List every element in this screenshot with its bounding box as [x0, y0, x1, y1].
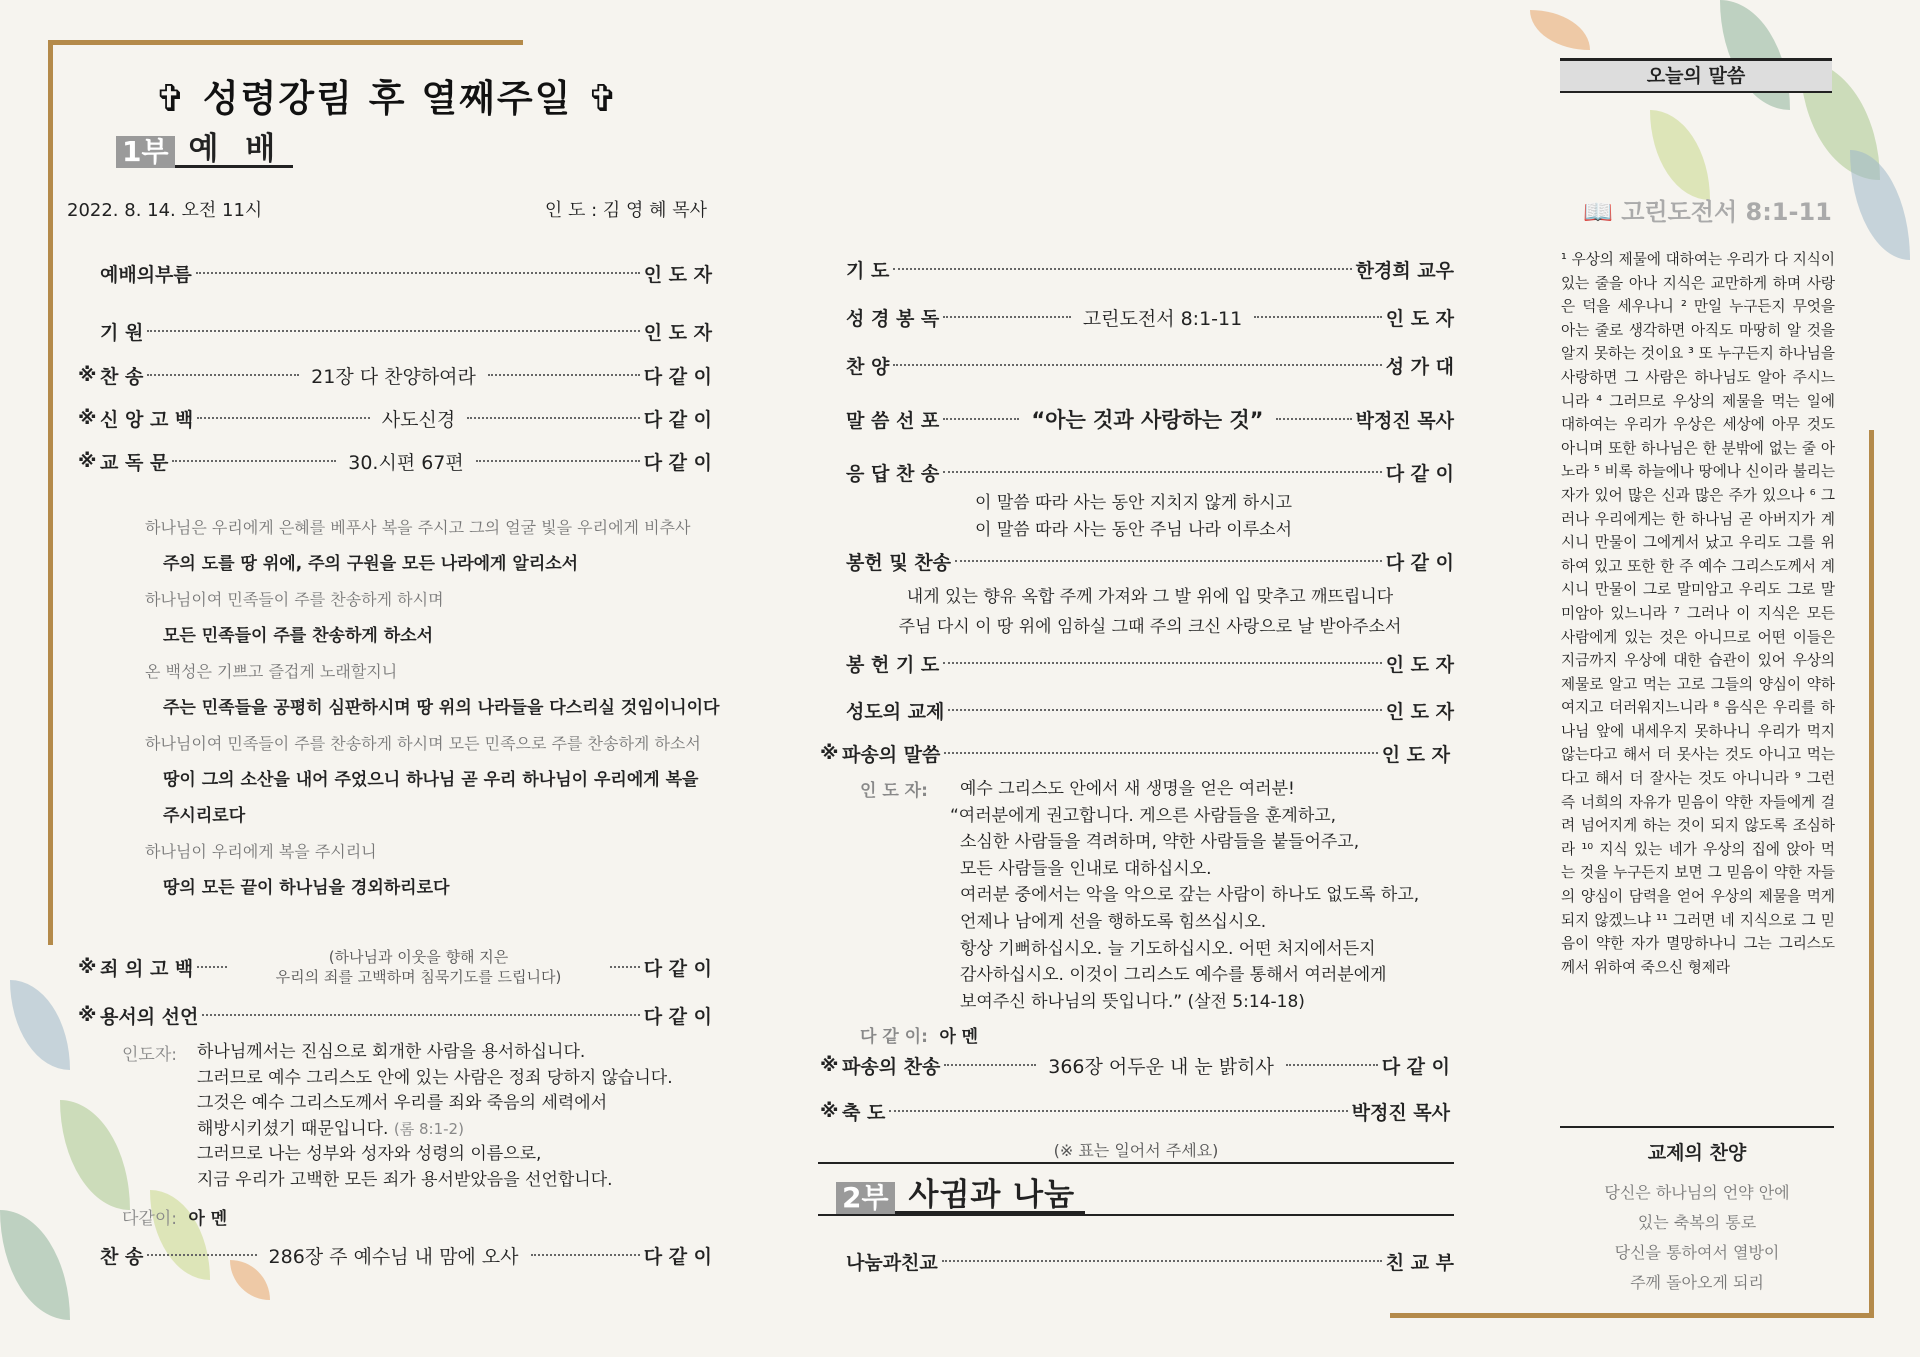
reading-line-people: 주의 도를 땅 위에, 주의 구원을 모든 나라에게 알리소서 — [163, 554, 579, 574]
stand-mark: ※ — [820, 742, 839, 764]
leader-dots — [476, 460, 640, 462]
order-person: 다 같 이 — [643, 451, 712, 474]
order-label: 용서의 선언 — [100, 1005, 199, 1028]
leader-dots — [943, 316, 1071, 318]
order-row — [820, 1052, 1450, 1078]
absolution-line: 그러므로 예수 그리스도 안에 있는 사람은 정죄 당하지 않습니다. — [197, 1067, 673, 1088]
sending-line: 여러분 중에서는 악을 악으로 갚는 사람이 하나도 없도록 하고, — [960, 885, 1420, 906]
part2-heading — [836, 1177, 1085, 1214]
order-row — [824, 459, 1454, 485]
order-person: 다 같 이 — [643, 957, 712, 980]
leader-dots — [1286, 1064, 1378, 1066]
lyric-line: 주께 돌아오게 되리 — [1630, 1273, 1764, 1292]
order-row — [78, 405, 712, 431]
leader-dots — [197, 966, 227, 968]
page-title: ✞ 성령강림 후 열째주일 ✞ — [155, 77, 621, 120]
stand-mark: ※ — [820, 1100, 839, 1122]
order-label: 교 독 문 — [100, 451, 169, 474]
responsive-reading — [145, 510, 725, 906]
absolution-line: 그러므로 나는 성부와 성자와 성령의 이름으로, — [197, 1144, 542, 1164]
offering-hymn-lyrics — [870, 582, 1430, 642]
response-speaker: 다 같 이: — [860, 1027, 928, 1047]
frame-left-border — [48, 40, 53, 945]
order-row-confession — [78, 947, 712, 987]
leaf-decoration-top-right — [1500, 0, 1920, 280]
fellowship-hymn-title: 교제의 찬양 — [1560, 1126, 1834, 1165]
sending-line: 보여주신 하나님의 뜻입니다.” (살전 5:14-18) — [960, 991, 1305, 1012]
absolution-line — [197, 1117, 673, 1143]
reading-line-people: 땅의 모든 끝이 하나님을 경외하리로다 — [163, 878, 450, 898]
order-row — [78, 362, 712, 388]
reading-line-leader: 하나님은 우리에게 은혜를 베푸사 복을 주시고 그의 얼굴 빛을 우리에게 비추사 — [145, 518, 691, 537]
order-label: 나눔과친교 — [846, 1251, 938, 1274]
stand-mark: ※ — [78, 450, 97, 472]
order-person: 박정진 목사 — [1355, 409, 1454, 432]
leader-dots — [147, 1254, 256, 1256]
absolution-response — [122, 1204, 227, 1229]
reading-line-leader: 온 백성은 기쁘고 즐겁게 노래할지니 — [145, 662, 398, 681]
frame-top-border — [48, 40, 523, 45]
leader-dots — [893, 364, 1381, 366]
order-person: 인 도 자 — [1385, 653, 1454, 676]
reading-line-people: 주시리로다 — [163, 806, 246, 826]
reading-line-people: 땅이 그의 소산을 내어 주었으니 하나님 곧 우리 하나님이 우리에게 복을 — [163, 770, 699, 790]
lyric-line: 당신은 하나님의 언약 안에 — [1604, 1183, 1790, 1202]
order-person: 성 가 대 — [1385, 355, 1454, 378]
leader-dots — [196, 272, 640, 274]
order-row — [824, 650, 1454, 676]
absolution-speaker: 인도자: — [122, 1045, 177, 1065]
order-detail: 30.시편 67편 — [348, 451, 464, 474]
part2-number: 2부 — [836, 1182, 895, 1214]
lyric-line: 있는 축복의 통로 — [1637, 1213, 1757, 1232]
sending-text — [950, 776, 1420, 1015]
scripture-text: ¹ 우상의 제물에 대하여는 우리가 다 지식이 있는 줄을 아나 지식은 교만하게 하며 사랑은 덕을 세우나니 ² 만일 누구든지 무엇을 아는 줄로 생각하면 아직도 마땅히 알 것을 알지 못하는 것이요 ³ 또 누구든지 하나님을 사랑하면 그 사람은 하나님도 알아 주시느니라 ⁴ 그러므로 우상의 제물을 먹는 일에 대하여는 우리가 우상은 세상에 아무 것도 아니며 또한 하나님은 한 분밖에 없는 줄 아노라 ⁵ 비록 하늘에나 땅에나 신이라 불리는 자가 있어 많은 신과 많은 주가 있으나 ⁶ 그러나 우리에게는 한 하나님 곧 아버지가 계시니 만물이 그에게서 났고 우리도 그를 위하여 있고 또한 한 주 예수 그리스도께서 계시니 만물이 그로 말미암고 우리도 그로 말미암아 있느니라 ⁷ 그러나 이 지식은 모든 사람에게 있는 것은 아니므로 어떤 이들은 지금까지 우상에 대한 습관이 있어 우상의 제물로 알고 먹는 고로 그들의 양심이 약하여지고 더러워지느니라 ⁸ 음식은 우리를 하나님 앞에 내세우지 못하나니 우리가 먹지 않는다고 해서 더 못사는 것도 아니고 먹는다고 해서 더 잘사는 것도 아니니라 ⁹ 그런즉 너희의 자유가 믿음이 약한 자들에게 걸려 넘어지게 하는 것이 되지 않도록 조심하라 ¹⁰ 지식 있는 네가 우상의 집에 앉아 먹는 것을 누구든지 보면 그 믿음이 약한 자들의 양심이 담력을 얻어 우상의 제물을 먹게 되지 않겠느냐 ¹¹ 그러면 네 지식으로 그 믿음이 약한 자가 멸망하나니 그는 그리스도께서 위하여 죽으신 형제라 — [1561, 251, 1835, 976]
order-label: 응 답 찬 송 — [846, 462, 940, 485]
leader-dots — [948, 709, 1381, 711]
order-label: 찬 양 — [846, 355, 890, 378]
part1-name: 예 배 — [175, 133, 294, 168]
order-person: 인 도 자 — [643, 321, 712, 344]
order-label: 봉헌 및 찬송 — [846, 551, 951, 574]
stand-mark: ※ — [78, 956, 97, 978]
order-person: 다 같 이 — [1381, 1055, 1450, 1078]
order-detail: 21장 다 찬양하여라 — [311, 365, 476, 388]
order-person: 다 같 이 — [1385, 551, 1454, 574]
order-person: 인 도 자 — [643, 263, 712, 286]
scripture-ref: (롬 8:1-2) — [393, 1119, 464, 1138]
sending-speaker: 인 도 자: — [860, 781, 928, 801]
order-row — [824, 304, 1454, 330]
stand-mark: ※ — [78, 1004, 97, 1026]
leader-dots — [942, 1260, 1382, 1262]
sending-line: 감사하십시오. 이것이 그리스도 예수를 통해서 여러분에게 — [960, 965, 1387, 986]
lyric-line: 이 말씀 따라 사는 동안 지치지 않게 하시고 — [975, 493, 1293, 513]
date-line — [67, 196, 707, 222]
leader-dots — [147, 374, 299, 376]
order-row-absolution — [78, 1002, 712, 1028]
absolution-line-text: 해방시키셨기 때문입니다. — [197, 1118, 389, 1139]
stand-note: (※ 표는 일어서 주세요) — [1053, 1141, 1219, 1160]
order-person: 다 같 이 — [643, 1005, 712, 1028]
section-divider — [818, 1162, 1454, 1164]
stand-mark: ※ — [78, 407, 97, 429]
order-person: 인 도 자 — [1381, 743, 1450, 766]
reading-line-leader: 하나님이 우리에게 복을 주시리니 — [145, 842, 377, 861]
leader-dots — [889, 1110, 1347, 1112]
leader-dots — [531, 1254, 640, 1256]
leader-dots — [943, 418, 1019, 420]
leader-dots — [488, 374, 640, 376]
sending-response — [860, 1022, 978, 1047]
leader-dots — [944, 752, 1377, 754]
reading-line-people: 모든 민족들이 주를 찬송하게 하소서 — [163, 626, 434, 646]
leader-dots — [197, 417, 370, 419]
order-label: 찬 송 — [100, 365, 144, 388]
leader-dots — [610, 966, 640, 968]
order-label: 성 경 봉 독 — [846, 307, 940, 330]
leader-dots — [944, 1064, 1036, 1066]
leader-dots — [172, 460, 336, 462]
absolution-line: 그것은 예수 그리스도께서 우리를 죄와 죽음의 세력에서 — [197, 1093, 608, 1113]
frame-right-border — [1869, 430, 1874, 1318]
order-row-sermon — [824, 406, 1454, 432]
order-row — [824, 256, 1454, 282]
order-detail: 366장 어두운 내 눈 밝히사 — [1048, 1055, 1274, 1078]
response-hymn-lyrics — [975, 490, 1292, 544]
lyric-line: 이 말씀 따라 사는 동안 주님 나라 이루소서 — [975, 520, 1293, 540]
order-label: 파송의 찬송 — [842, 1055, 941, 1078]
response-speaker: 다같이: — [122, 1209, 177, 1229]
order-person: 한경희 교우 — [1355, 259, 1454, 282]
order-row — [78, 318, 712, 344]
order-row — [824, 1248, 1454, 1274]
order-row — [824, 697, 1454, 723]
lyric-line: 내게 있는 향유 옥합 주께 가져와 그 발 위에 입 맞추고 깨뜨립니다 — [906, 587, 1394, 607]
absolution-line: 하나님께서는 진심으로 회개한 사람을 용서하십니다. — [197, 1042, 586, 1062]
leader-dots — [467, 417, 640, 419]
leader-dots — [1254, 316, 1382, 318]
leader-dots — [955, 560, 1382, 562]
order-person: 친 교 부 — [1385, 1251, 1454, 1274]
part1-heading — [116, 131, 293, 168]
order-label: 성도의 교제 — [846, 700, 945, 723]
service-leader: 인 도 : 김 영 혜 목사 — [544, 200, 707, 221]
part1-number: 1부 — [116, 136, 175, 168]
order-row — [824, 548, 1454, 574]
order-label: 말 씀 선 포 — [846, 409, 940, 432]
lyric-line: 주님 다시 이 땅 위에 임하실 그때 주의 크신 사랑으로 날 받아주소서 — [898, 617, 1402, 637]
reading-line-people: 주는 민족들을 공평히 심판하시며 땅 위의 나라들을 다스리실 것임이니이다 — [163, 698, 720, 718]
order-label: 죄 의 고 백 — [100, 957, 194, 980]
sending-line: 언제나 남에게 선을 행하도록 힘쓰십시오. — [960, 911, 1267, 932]
reading-line-leader: 하나님이여 민족들이 주를 찬송하게 하시며 — [145, 590, 444, 609]
order-label: 파송의 말씀 — [842, 743, 941, 766]
order-label: 기 원 — [100, 321, 144, 344]
order-detail: 고린도전서 8:1-11 — [1082, 307, 1243, 330]
sending-line: 모든 사람들을 인내로 대하십시오. — [960, 858, 1212, 879]
order-label: 기 도 — [846, 259, 890, 282]
leader-dots — [1276, 418, 1352, 420]
order-label: 봉 헌 기 도 — [846, 653, 940, 676]
lyric-line: 당신을 통하여서 열방이 — [1614, 1243, 1780, 1262]
amen-text: 아 멘 — [188, 1209, 228, 1229]
order-row — [820, 740, 1450, 766]
order-person: 다 같 이 — [643, 408, 713, 431]
stand-mark: ※ — [820, 1054, 839, 1076]
sending-line: 소심한 사람들을 격려하며, 약한 사람들을 붙들어주고, — [960, 832, 1360, 853]
order-person: 다 같 이 — [643, 1245, 713, 1268]
amen-text: 아 멘 — [939, 1027, 979, 1047]
sending-line: 예수 그리스도 안에서 새 생명을 얻은 여러분! — [960, 779, 1295, 799]
leader-dots — [147, 330, 639, 332]
order-label: 축 도 — [842, 1101, 886, 1124]
confession-note-line: (하나님과 이웃을 향해 지은 — [328, 948, 509, 966]
order-row — [820, 1098, 1450, 1124]
order-row-hymn — [78, 1242, 712, 1268]
order-detail: 사도신경 — [381, 408, 456, 431]
reading-line-leader: 하나님이여 민족들이 주를 찬송하게 하시며 모든 민족으로 주를 찬송하게 하소서 — [145, 734, 701, 753]
leader-dots — [893, 268, 1351, 270]
order-label: 찬 송 — [100, 1245, 144, 1268]
sending-line: 항상 기뻐하십시오. 늘 기도하십시오. 어떤 처지에서든지 — [960, 938, 1376, 959]
part2-name: 사귐과 나눔 — [895, 1179, 1086, 1214]
order-person: 다 같 이 — [643, 365, 713, 388]
section-divider — [818, 1214, 1454, 1216]
order-detail: 286장 주 예수님 내 맘에 오사 — [268, 1245, 519, 1268]
order-person: 인 도 자 — [1385, 307, 1455, 330]
order-row — [824, 352, 1454, 378]
leader-dots — [943, 471, 1381, 473]
leader-dots — [202, 1014, 639, 1016]
absolution-line: 지금 우리가 고백한 모든 죄가 용서받았음을 선언합니다. — [197, 1169, 613, 1190]
sermon-title: “아는 것과 사랑하는 것” — [1031, 408, 1264, 432]
order-detail — [231, 947, 605, 987]
order-row — [78, 260, 712, 286]
stand-mark: ※ — [78, 364, 97, 386]
leader-dots — [943, 662, 1381, 664]
frame-bottom-border — [1390, 1313, 1874, 1318]
absolution-text — [197, 1040, 673, 1193]
todays-word-title: 오늘의 말씀 — [1560, 58, 1832, 93]
order-label: 예배의부름 — [100, 263, 192, 286]
order-person: 다 같 이 — [1385, 462, 1454, 485]
fellowship-hymn-lyrics — [1560, 1178, 1834, 1298]
order-person: 박정진 목사 — [1351, 1101, 1450, 1124]
sending-line: “여러분에게 권고합니다. 게으른 사람들을 훈계하고, — [950, 805, 1337, 826]
order-person: 인 도 자 — [1385, 700, 1454, 723]
order-label: 신 앙 고 백 — [100, 408, 194, 431]
confession-note-line: 우리의 죄를 고백하며 침묵기도를 드립니다) — [275, 968, 562, 986]
scripture-reference: 📖 고린도전서 8:1-11 — [1583, 198, 1832, 226]
service-date: 2022. 8. 14. 오전 11시 — [67, 200, 263, 221]
order-row — [78, 448, 712, 474]
